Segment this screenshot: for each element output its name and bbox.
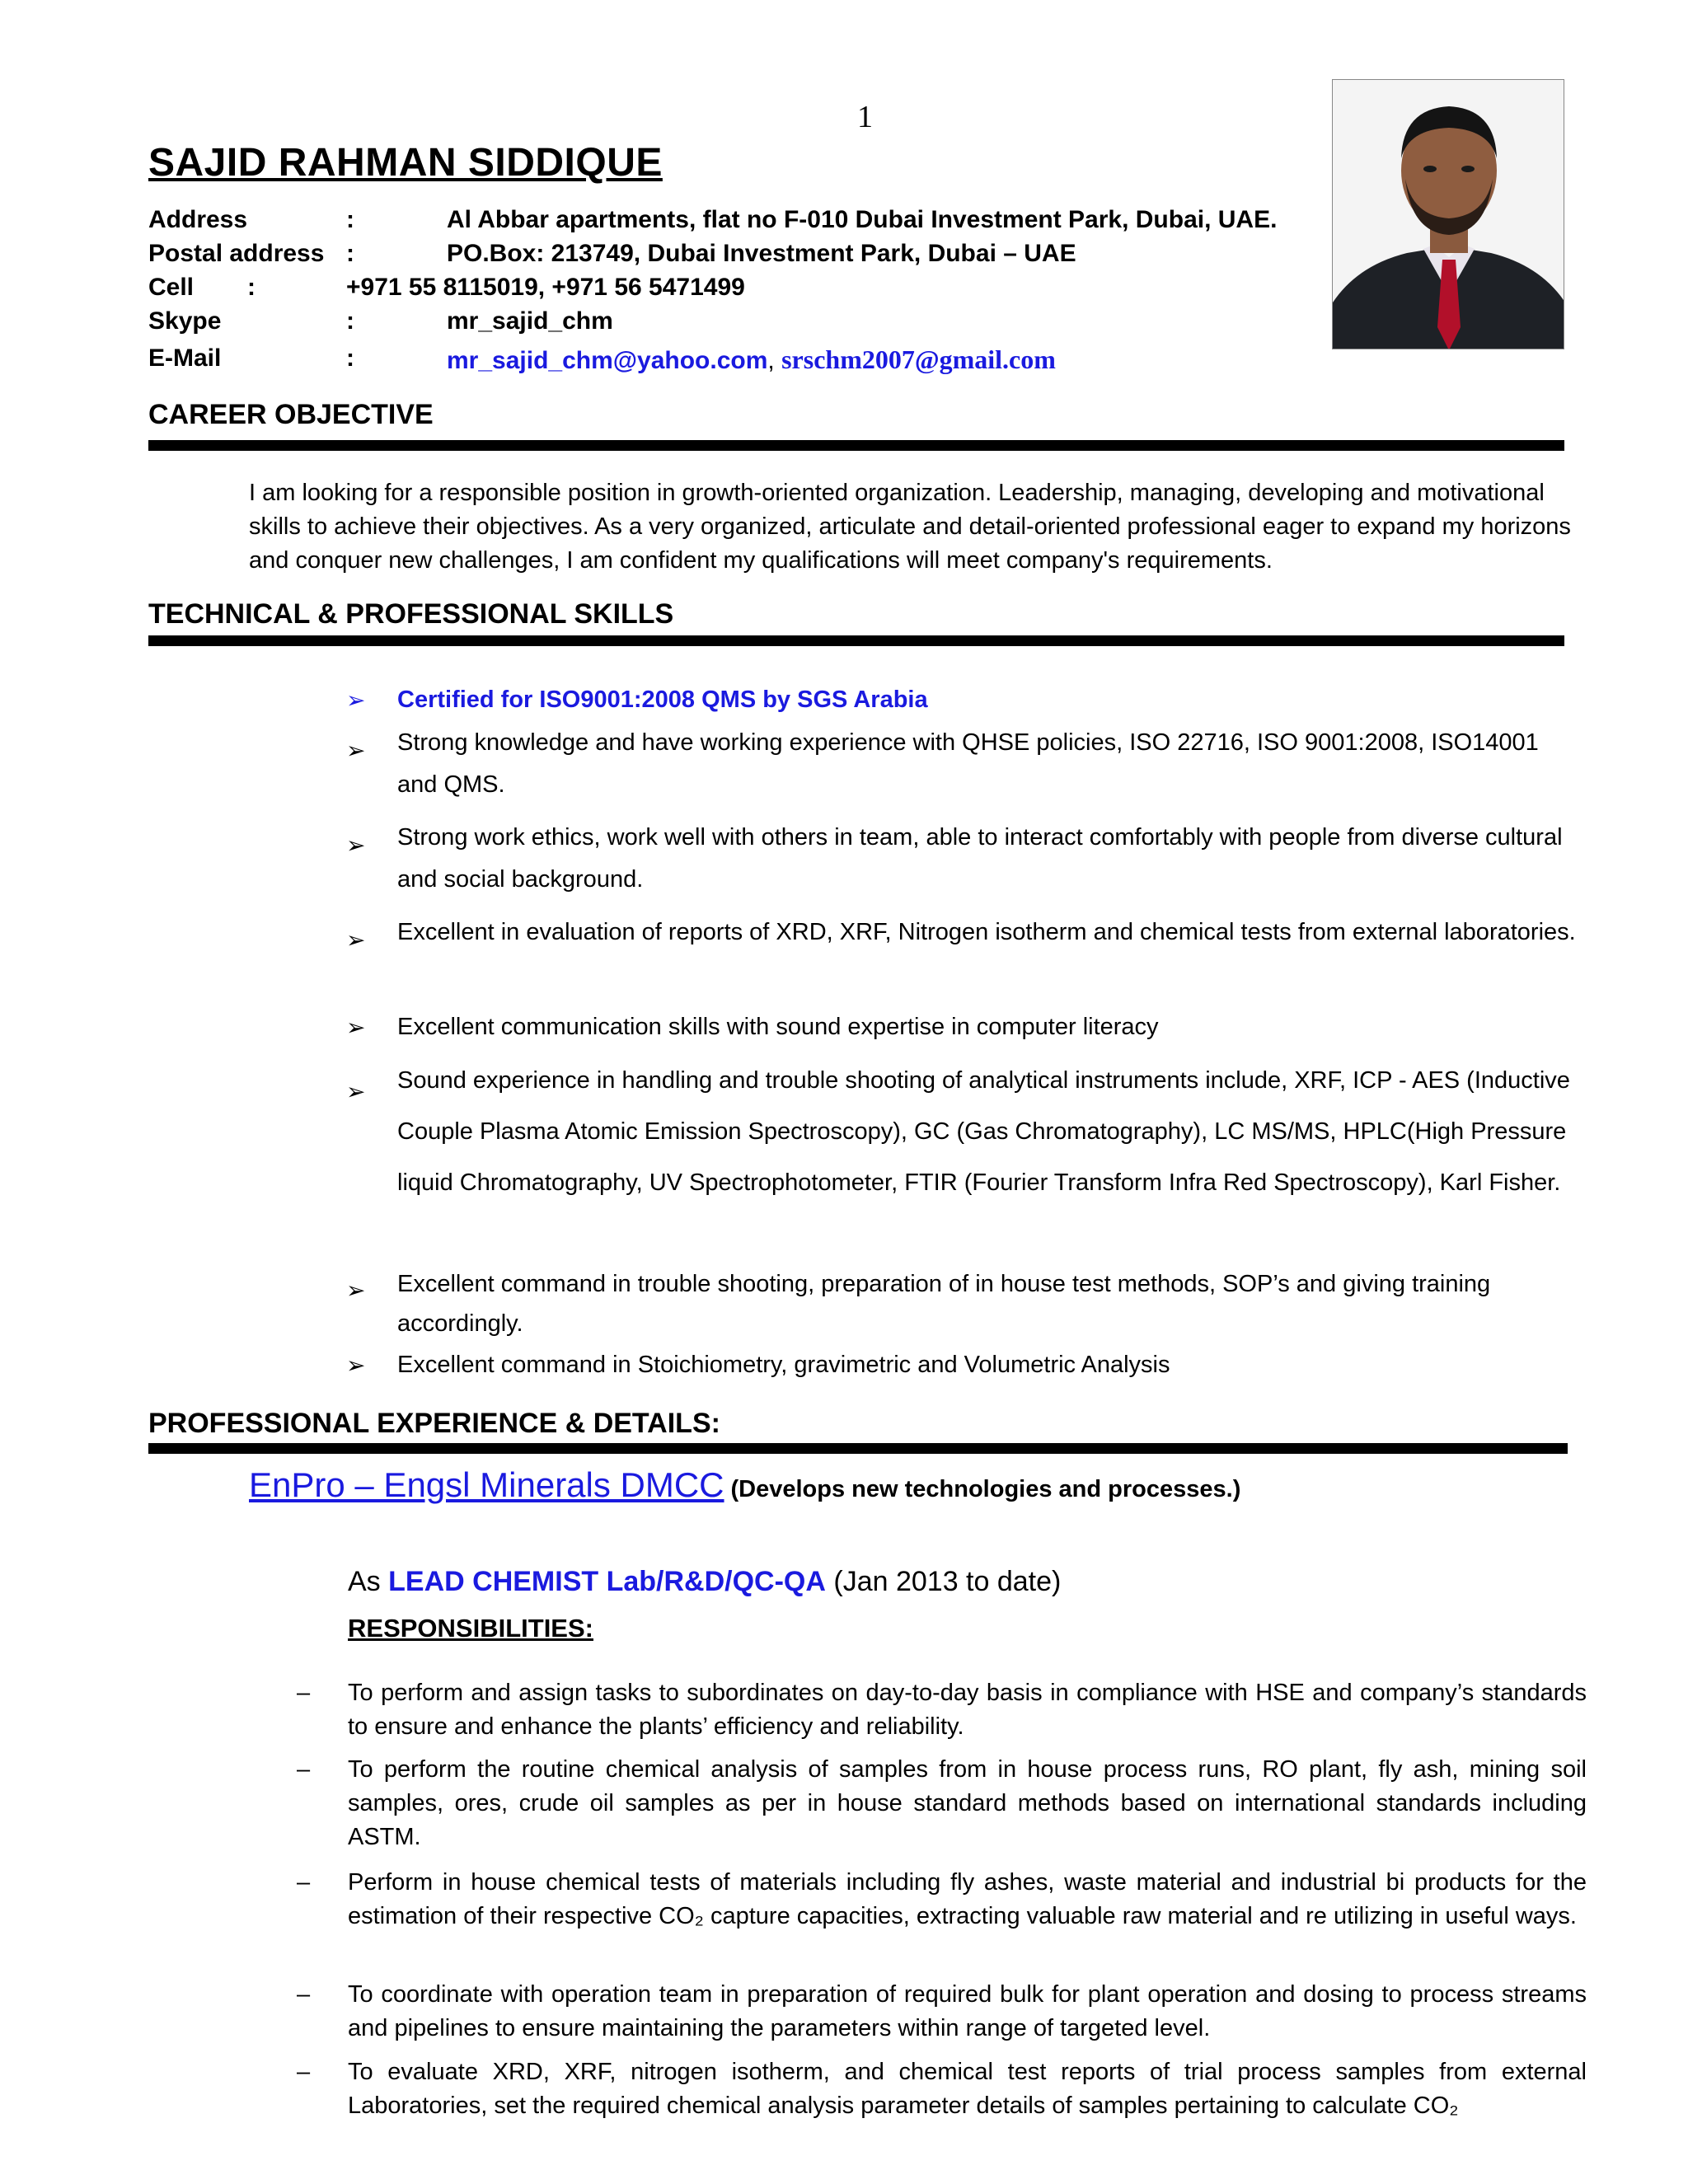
- dash-bullet: –: [297, 1869, 311, 1896]
- profile-photo-image: [1333, 80, 1564, 349]
- profile-photo: [1332, 79, 1564, 349]
- career-objective-heading: CAREER OBJECTIVE: [148, 399, 434, 430]
- skype-value: mr_sajid_chm: [447, 307, 613, 335]
- bullet-arrow-icon: ➢: [346, 1079, 366, 1104]
- candidate-name: SAJID RAHMAN SIDDIQUE: [148, 141, 663, 185]
- dash-bullet: –: [297, 2059, 311, 2085]
- responsibility-text: To perform and assign tasks to subordinates on day-to-day basis in compliance with HSE and company’s standards to ensure and enhance the plants’ efficiency and reliability.: [348, 1680, 1587, 1740]
- address-value: Al Abbar apartments, flat no F-010 Dubai Investment Park, Dubai, UAE.: [447, 206, 1278, 233]
- company-line: [249, 1465, 1240, 1505]
- responsibility-text: Perform in house chemical tests of materials including fly ashes, waste material and industrial bi products for the estimation of their respective CO₂ capture capacities, extracting valuable raw material and re utilizing in useful ways.: [348, 1869, 1587, 1929]
- skill-text: Excellent command in trouble shooting, preparation of in house test methods, SOP’s and giving training accordingly.: [397, 1271, 1491, 1337]
- bullet-arrow-icon: ➢: [346, 1015, 366, 1040]
- email-link-yahoo[interactable]: mr_sajid_chm@yahoo.com: [447, 347, 768, 374]
- bullet-arrow-icon: ➢: [346, 832, 366, 858]
- skill-text: Excellent command in Stoichiometry, gravimetric and Volumetric Analysis: [397, 1352, 1170, 1378]
- dash-bullet: –: [297, 1756, 311, 1783]
- contact-email-row: [148, 344, 1302, 379]
- skill-text: Excellent communication skills with sound expertise in computer literacy: [397, 1014, 1159, 1040]
- skype-label: Skype: [148, 307, 222, 335]
- role-title: LEAD CHEMIST Lab/R&D/QC-QA: [388, 1566, 826, 1597]
- postal-colon: :: [346, 240, 354, 267]
- section-divider: [148, 635, 1564, 646]
- skype-colon: :: [346, 307, 354, 335]
- section-divider: [148, 440, 1564, 451]
- email-colon: :: [346, 344, 354, 372]
- skill-text: Strong work ethics, work well with others in team, able to interact comfortably with people from diverse cultural and social background.: [397, 824, 1563, 893]
- career-objective-text: I am looking for a responsible position in growth-oriented organization. Leadership, managing, developing and motivational skills to achieve their objectives. As a very organized, articulate and detail-oriented professional eager to expand my horizons and conquer new challenges, I am confident my qualifications will meet company's requirements.: [249, 480, 1571, 574]
- company-description: (Develops new technologies and processes.): [730, 1476, 1241, 1502]
- role-prefix: As: [348, 1566, 381, 1597]
- contact-skype-row: [148, 307, 1302, 340]
- cell-value: +971 55 8115019, +971 56 5471499: [346, 274, 745, 301]
- cell-colon: :: [247, 274, 256, 301]
- skill-text: Sound experience in handling and trouble shooting of analytical instruments include, XRF, ICP - AES (Inductive Couple Plasma Atomic Emission Spectroscopy), GC (Gas Chromatography), LC MS/MS, HPLC(High Pressure liquid Chromatography, UV Spectrophotometer, FTIR (Fourier Transform Infra Red Spectroscopy), Karl Fisher.: [397, 1067, 1570, 1196]
- postal-label: Postal address: [148, 240, 325, 267]
- skill-text: Excellent in evaluation of reports of XRD, XRF, Nitrogen isotherm and chemical tests from external laboratories.: [397, 919, 1576, 945]
- responsibility-text: To evaluate XRD, XRF, nitrogen isotherm, and chemical test reports of trial process samples from external Laboratories, set the required chemical analysis parameter details of samples pertaining to calculate CO₂: [348, 2059, 1587, 2119]
- responsibilities-heading: RESPONSIBILITIES:: [348, 1614, 593, 1643]
- bullet-arrow-icon: ➢: [346, 1352, 366, 1378]
- page-number: 1: [857, 100, 873, 134]
- contact-address-row: [148, 206, 1302, 239]
- bullet-arrow-icon: ➢: [346, 687, 366, 713]
- cell-label: Cell: [148, 274, 195, 301]
- experience-heading: PROFESSIONAL EXPERIENCE & DETAILS:: [148, 1408, 720, 1439]
- skill-text: Strong knowledge and have working experience with QHSE policies, ISO 22716, ISO 9001:2008, ISO14001 and QMS.: [397, 729, 1539, 798]
- role-line: [348, 1566, 1061, 1598]
- dash-bullet: –: [297, 1680, 311, 1706]
- address-colon: :: [346, 206, 354, 233]
- email-link-gmail[interactable]: srschm2007@gmail.com: [781, 344, 1056, 374]
- company-name-link[interactable]: EnPro – Engsl Minerals DMCC: [249, 1465, 724, 1504]
- contact-postal-row: [148, 240, 1302, 273]
- responsibility-text: To coordinate with operation team in preparation of required bulk for plant operation and dosing to process streams and pipelines to ensure maintaining the parameters within range of targeted level.: [348, 1981, 1587, 2041]
- responsibility-text: To perform the routine chemical analysis of samples from in house process runs, RO plant, fly ash, mining soil samples, ores, crude oil samples as per in house standard methods based on international standards including ASTM.: [348, 1756, 1587, 1850]
- email-label: E-Mail: [148, 344, 222, 372]
- section-divider: [148, 1443, 1568, 1454]
- skill-text: Certified for ISO9001:2008 QMS by SGS Arabia: [397, 687, 928, 713]
- address-label: Address: [148, 206, 248, 233]
- bullet-arrow-icon: ➢: [346, 1277, 366, 1303]
- role-period: (Jan 2013 to date): [833, 1566, 1062, 1597]
- email-separator: ,: [767, 347, 775, 374]
- postal-value: PO.Box: 213749, Dubai Investment Park, Dubai – UAE: [447, 240, 1076, 267]
- contact-cell-row: [148, 274, 1302, 307]
- skills-heading: TECHNICAL & PROFESSIONAL SKILLS: [148, 598, 674, 630]
- dash-bullet: –: [297, 1981, 311, 2008]
- bullet-arrow-icon: ➢: [346, 927, 366, 953]
- bullet-arrow-icon: ➢: [346, 738, 366, 763]
